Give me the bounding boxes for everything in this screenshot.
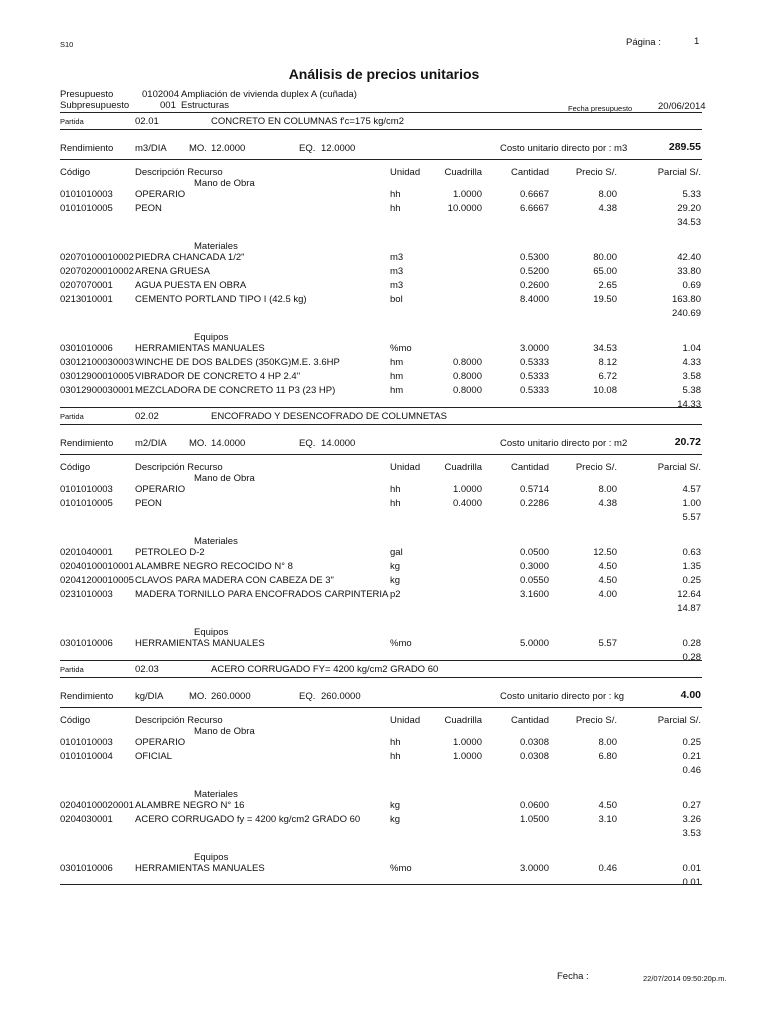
- presupuesto-name: Ampliación de vivienda duplex A (cuñada): [181, 89, 357, 100]
- row-desc: MEZCLADORA DE CONCRETO 11 P3 (23 HP): [135, 385, 336, 396]
- costo-label: Costo unitario directo por : kg: [500, 691, 625, 702]
- row-precio: 8.00: [598, 737, 617, 748]
- costo-label: Costo unitario directo por : m3: [500, 143, 628, 154]
- partida-label: Partida: [60, 665, 84, 674]
- col-header-unidad: Unidad: [390, 167, 421, 178]
- row-desc: AGUA PUESTA EN OBRA: [135, 280, 247, 291]
- col-header-precio: Precio S/.: [575, 462, 617, 473]
- col-header-parcial: Parcial S/.: [657, 167, 701, 178]
- row-cantidad: 0.6667: [519, 189, 549, 200]
- row-codigo: 0301010006: [60, 638, 113, 649]
- row-desc: ARENA GRUESA: [135, 266, 210, 277]
- partida-label: Partida: [60, 117, 84, 126]
- row-codigo: 03012900030001: [60, 385, 134, 396]
- eq-value: 260.0000: [321, 691, 361, 702]
- row-unidad: hh: [390, 737, 401, 748]
- row-parcial: 1.04: [682, 343, 701, 354]
- row-precio: 80.00: [593, 252, 617, 263]
- footer-fecha-label: Fecha :: [557, 971, 589, 982]
- row-parcial: 5.38: [682, 385, 701, 396]
- col-header-descripcion: Descripción Recurso: [135, 715, 223, 726]
- row-cuadrilla: 1.0000: [452, 484, 482, 495]
- group-subtotal: 0.01: [682, 877, 701, 888]
- row-cantidad: 6.6667: [519, 203, 549, 214]
- row-cantidad: 0.0308: [519, 737, 549, 748]
- mo-label: MO.: [189, 438, 207, 449]
- row-codigo: 0204030001: [60, 814, 113, 825]
- page-label: Página :: [626, 37, 661, 48]
- rendimiento-underline: [60, 707, 702, 708]
- row-desc: MADERA TORNILLO PARA ENCOFRADOS CARPINTERIA: [135, 589, 389, 600]
- row-codigo: 03012100030003: [60, 357, 134, 368]
- row-unidad: m3: [390, 280, 404, 291]
- col-header-codigo: Código: [60, 167, 91, 178]
- rendimiento-unit: kg/DIA: [135, 691, 164, 702]
- row-parcial: 5.33: [682, 189, 701, 200]
- row-cuadrilla: 1.0000: [452, 737, 482, 748]
- row-codigo: 0101010003: [60, 484, 113, 495]
- row-desc: OFICIAL: [135, 751, 172, 762]
- rendimiento-unit: m2/DIA: [135, 438, 167, 449]
- row-precio: 34.53: [593, 343, 617, 354]
- row-codigo: 0101010005: [60, 203, 113, 214]
- partida-divider: [60, 407, 702, 408]
- group-subtotal: 0.46: [682, 765, 701, 776]
- row-codigo: 0101010003: [60, 737, 113, 748]
- row-unidad: p2: [390, 589, 401, 600]
- row-unidad: %mo: [390, 863, 412, 874]
- row-unidad: kg: [390, 800, 401, 811]
- row-precio: 10.08: [593, 385, 617, 396]
- row-parcial: 4.33: [682, 357, 701, 368]
- row-codigo: 0101010005: [60, 498, 113, 509]
- row-parcial: 163.80: [671, 294, 701, 305]
- group-title: Materiales: [194, 536, 238, 547]
- row-unidad: m3: [390, 252, 404, 263]
- row-desc: HERRAMIENTAS MANUALES: [135, 638, 265, 649]
- eq-label: EQ.: [299, 691, 316, 702]
- row-cantidad: 0.5300: [519, 252, 549, 263]
- row-cantidad: 0.5333: [519, 385, 549, 396]
- row-parcial: 0.69: [682, 280, 701, 291]
- row-precio: 2.65: [598, 280, 617, 291]
- partida-underline: [60, 129, 702, 130]
- row-desc: OPERARIO: [135, 737, 186, 748]
- mo-label: MO.: [189, 143, 207, 154]
- row-desc: PIEDRA CHANCADA 1/2": [135, 252, 245, 263]
- row-precio: 12.50: [593, 547, 617, 558]
- row-cantidad: 0.5333: [519, 357, 549, 368]
- eq-value: 12.0000: [321, 143, 356, 154]
- group-title: Equipos: [194, 332, 229, 343]
- row-precio: 4.50: [598, 561, 617, 572]
- row-unidad: hh: [390, 751, 401, 762]
- mo-value: 12.0000: [211, 143, 246, 154]
- col-header-precio: Precio S/.: [575, 167, 617, 178]
- mo-value: 260.0000: [211, 691, 251, 702]
- row-cuadrilla: 1.0000: [452, 189, 482, 200]
- row-desc: ALAMBRE NEGRO RECOCIDO N° 8: [135, 561, 293, 572]
- row-cantidad: 0.2600: [519, 280, 549, 291]
- mo-value: 14.0000: [211, 438, 246, 449]
- col-header-cantidad: Cantidad: [510, 462, 549, 473]
- row-codigo: 02040100020001: [60, 800, 134, 811]
- col-header-codigo: Código: [60, 715, 91, 726]
- row-desc: PETROLEO D-2: [135, 547, 205, 558]
- row-codigo: 0101010003: [60, 189, 113, 200]
- row-codigo: 02040100010001: [60, 561, 134, 572]
- partida-code: 02.01: [135, 116, 159, 127]
- group-title: Mano de Obra: [194, 726, 255, 737]
- row-parcial: 29.20: [677, 203, 701, 214]
- row-cantidad: 0.0308: [519, 751, 549, 762]
- page-number: 1: [694, 36, 700, 47]
- row-cantidad: 8.4000: [519, 294, 549, 305]
- partida-code: 02.03: [135, 664, 159, 675]
- col-header-cantidad: Cantidad: [510, 167, 549, 178]
- row-unidad: bol: [390, 294, 403, 305]
- row-cantidad: 0.2286: [519, 498, 549, 509]
- costo-value: 4.00: [680, 689, 701, 701]
- row-cantidad: 0.5333: [519, 371, 549, 382]
- presupuesto-code: 0102004: [142, 89, 179, 100]
- row-precio: 8.12: [598, 357, 617, 368]
- row-cuadrilla: 0.8000: [452, 385, 482, 396]
- col-header-parcial: Parcial S/.: [657, 715, 701, 726]
- group-subtotal: 5.57: [682, 512, 701, 523]
- group-subtotal: 3.53: [682, 828, 701, 839]
- group-title: Equipos: [194, 627, 229, 638]
- row-parcial: 42.40: [677, 252, 701, 263]
- row-cuadrilla: 0.4000: [452, 498, 482, 509]
- rendimiento-underline: [60, 159, 702, 160]
- row-codigo: 0301010006: [60, 343, 113, 354]
- row-unidad: kg: [390, 575, 401, 586]
- row-codigo: 0101010004: [60, 751, 113, 762]
- row-parcial: 4.57: [682, 484, 701, 495]
- group-subtotal: 0.28: [682, 652, 701, 663]
- row-precio: 4.50: [598, 575, 617, 586]
- row-cantidad: 1.0500: [519, 814, 549, 825]
- col-header-parcial: Parcial S/.: [657, 462, 701, 473]
- row-precio: 3.10: [598, 814, 617, 825]
- row-parcial: 0.25: [682, 575, 701, 586]
- row-cantidad: 3.0000: [519, 343, 549, 354]
- presupuesto-label: Presupuesto: [60, 89, 114, 100]
- row-desc: PEON: [135, 498, 162, 509]
- row-cantidad: 5.0000: [519, 638, 549, 649]
- costo-label: Costo unitario directo por : m2: [500, 438, 628, 449]
- eq-label: EQ.: [299, 438, 316, 449]
- row-precio: 4.00: [598, 589, 617, 600]
- row-cantidad: 0.5714: [519, 484, 549, 495]
- row-desc: OPERARIO: [135, 484, 186, 495]
- col-header-unidad: Unidad: [390, 462, 421, 473]
- group-title: Mano de Obra: [194, 178, 255, 189]
- partida-label: Partida: [60, 412, 84, 421]
- row-parcial: 12.64: [677, 589, 701, 600]
- row-cuadrilla: 0.8000: [452, 357, 482, 368]
- row-cantidad: 3.0000: [519, 863, 549, 874]
- row-precio: 8.00: [598, 484, 617, 495]
- group-subtotal: 14.87: [677, 603, 701, 614]
- partida-divider: [60, 112, 702, 113]
- col-header-cuadrilla: Cuadrilla: [444, 462, 482, 473]
- row-desc: HERRAMIENTAS MANUALES: [135, 863, 265, 874]
- group-subtotal: 34.53: [677, 217, 701, 228]
- row-precio: 6.72: [598, 371, 617, 382]
- row-desc: WINCHE DE DOS BALDES (350KG)M.E. 3.6HP: [135, 357, 340, 368]
- col-header-codigo: Código: [60, 462, 91, 473]
- col-header-cuadrilla: Cuadrilla: [444, 167, 482, 178]
- row-cuadrilla: 1.0000: [452, 751, 482, 762]
- row-desc: CEMENTO PORTLAND TIPO I (42.5 kg): [135, 294, 307, 305]
- row-codigo: 0213010001: [60, 294, 113, 305]
- row-codigo: 0201040001: [60, 547, 113, 558]
- row-codigo: 0301010006: [60, 863, 113, 874]
- row-unidad: hh: [390, 203, 401, 214]
- row-codigo: 02070100010002: [60, 252, 134, 263]
- row-unidad: kg: [390, 561, 401, 572]
- row-desc: CLAVOS PARA MADERA CON CABEZA DE 3": [135, 575, 334, 586]
- fecha-presupuesto-label: Fecha presupuesto: [568, 104, 633, 113]
- rendimiento-unit: m3/DIA: [135, 143, 167, 154]
- row-parcial: 0.63: [682, 547, 701, 558]
- footer-fecha: 22/07/2014 09:50:20p.m.: [643, 974, 727, 983]
- row-cantidad: 0.0550: [519, 575, 549, 586]
- row-unidad: %mo: [390, 638, 412, 649]
- row-precio: 8.00: [598, 189, 617, 200]
- partida-underline: [60, 677, 702, 678]
- row-parcial: 0.27: [682, 800, 701, 811]
- partida-divider: [60, 660, 702, 661]
- row-unidad: hh: [390, 484, 401, 495]
- group-title: Mano de Obra: [194, 473, 255, 484]
- row-desc: HERRAMIENTAS MANUALES: [135, 343, 265, 354]
- row-unidad: kg: [390, 814, 401, 825]
- row-cantidad: 0.0600: [519, 800, 549, 811]
- row-parcial: 3.58: [682, 371, 701, 382]
- row-precio: 0.46: [598, 863, 617, 874]
- row-codigo: 02070200010002: [60, 266, 134, 277]
- row-cantidad: 0.5200: [519, 266, 549, 277]
- row-cuadrilla: 10.0000: [447, 203, 482, 214]
- costo-value: 289.55: [668, 141, 701, 153]
- row-precio: 6.80: [598, 751, 617, 762]
- partida-code: 02.02: [135, 411, 159, 422]
- row-precio: 65.00: [593, 266, 617, 277]
- subpresupuesto-label: Subpresupuesto: [60, 100, 130, 111]
- group-subtotal: 240.69: [671, 308, 701, 319]
- eq-value: 14.0000: [321, 438, 356, 449]
- system-code: S10: [60, 40, 74, 49]
- row-desc: ACERO CORRUGADO fy = 4200 kg/cm2 GRADO 60: [135, 814, 361, 825]
- row-unidad: hh: [390, 498, 401, 509]
- row-cantidad: 0.0500: [519, 547, 549, 558]
- col-header-cantidad: Cantidad: [510, 715, 549, 726]
- row-desc: OPERARIO: [135, 189, 186, 200]
- row-unidad: gal: [390, 547, 403, 558]
- row-precio: 19.50: [593, 294, 617, 305]
- row-desc: PEON: [135, 203, 162, 214]
- row-parcial: 1.00: [682, 498, 701, 509]
- row-desc: ALAMBRE NEGRO N° 16: [135, 800, 245, 811]
- row-cuadrilla: 0.8000: [452, 371, 482, 382]
- row-unidad: hm: [390, 357, 404, 368]
- row-parcial: 3.26: [682, 814, 701, 825]
- col-header-precio: Precio S/.: [575, 715, 617, 726]
- costo-value: 20.72: [674, 436, 701, 448]
- row-codigo: 0207070001: [60, 280, 113, 291]
- mo-label: MO.: [189, 691, 207, 702]
- row-parcial: 0.28: [682, 638, 701, 649]
- row-unidad: hh: [390, 189, 401, 200]
- partida-name: ACERO CORRUGADO FY= 4200 kg/cm2 GRADO 60: [211, 664, 439, 675]
- row-cantidad: 3.1600: [519, 589, 549, 600]
- col-header-unidad: Unidad: [390, 715, 421, 726]
- group-subtotal: 14.33: [677, 399, 701, 410]
- partida-underline: [60, 424, 702, 425]
- row-codigo: 03012900010005: [60, 371, 134, 382]
- group-title: Materiales: [194, 789, 238, 800]
- subpresupuesto-code: 001: [160, 100, 176, 111]
- row-unidad: m3: [390, 266, 404, 277]
- row-cantidad: 0.3000: [519, 561, 549, 572]
- row-parcial: 0.25: [682, 737, 701, 748]
- rendimiento-underline: [60, 454, 702, 455]
- subpresupuesto-name: Estructuras: [181, 100, 230, 111]
- eq-label: EQ.: [299, 143, 316, 154]
- row-parcial: 0.21: [682, 751, 701, 762]
- row-unidad: hm: [390, 371, 404, 382]
- row-parcial: 33.80: [677, 266, 701, 277]
- group-title: Equipos: [194, 852, 229, 863]
- group-title: Materiales: [194, 241, 238, 252]
- partida-name: CONCRETO EN COLUMNAS f'c=175 kg/cm2: [211, 116, 405, 127]
- row-unidad: %mo: [390, 343, 412, 354]
- row-precio: 4.38: [598, 203, 617, 214]
- rendimiento-label: Rendimiento: [60, 691, 114, 702]
- rendimiento-label: Rendimiento: [60, 143, 114, 154]
- row-precio: 4.38: [598, 498, 617, 509]
- partida-name: ENCOFRADO Y DESENCOFRADO DE COLUMNETAS: [211, 411, 447, 422]
- page-title: Análisis de precios unitarios: [288, 66, 480, 82]
- row-precio: 5.57: [598, 638, 617, 649]
- row-parcial: 0.01: [682, 863, 701, 874]
- fecha-presupuesto: 20/06/2014: [658, 101, 706, 112]
- rendimiento-label: Rendimiento: [60, 438, 114, 449]
- col-header-descripcion: Descripción Recurso: [135, 167, 223, 178]
- col-header-cuadrilla: Cuadrilla: [444, 715, 482, 726]
- row-desc: VIBRADOR DE CONCRETO 4 HP 2.4": [135, 371, 301, 382]
- row-precio: 4.50: [598, 800, 617, 811]
- row-parcial: 1.35: [682, 561, 701, 572]
- document-end-line: [60, 884, 702, 885]
- row-codigo: 0231010003: [60, 589, 113, 600]
- row-codigo: 02041200010005: [60, 575, 134, 586]
- col-header-descripcion: Descripción Recurso: [135, 462, 223, 473]
- row-unidad: hm: [390, 385, 404, 396]
